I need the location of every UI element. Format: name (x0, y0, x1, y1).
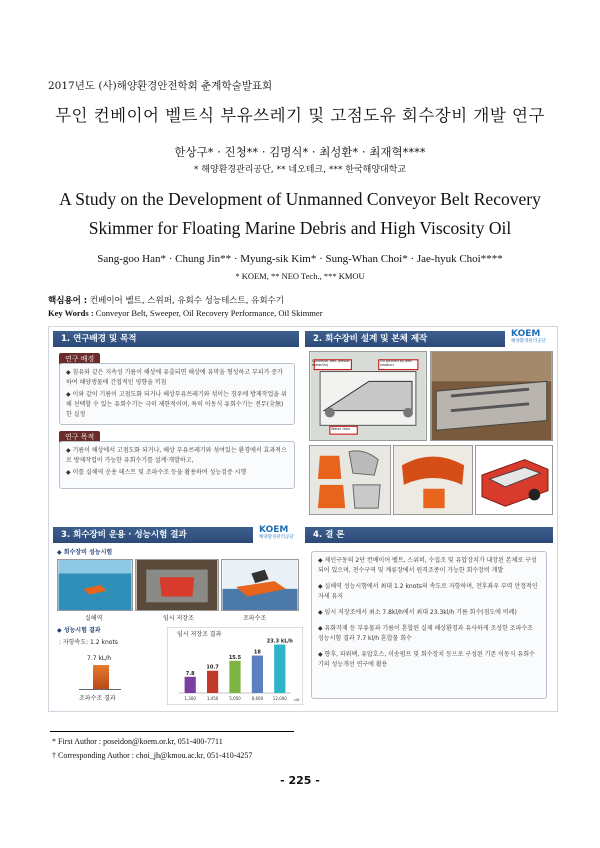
chart-title: 임시 저장조 결과 (177, 631, 222, 638)
parts-photo-2 (393, 445, 473, 515)
footnote-first-author: * First Author : poseidon@koem.or.kr, 051-400-7711 (52, 737, 223, 746)
section1-bullet2: ◆ 이와 같이 기름이 고점도화 되거나 해상부유쓰레기와 섞이는 경우에 방제작업을 위해 선택할 수 있는 유회수기는 극히 제한적이며, 특히 이동식 유회수기는 전무(全無)한 실정 (66, 391, 287, 418)
koem-logo-text: KOEM (511, 329, 541, 339)
section3-sub-results: ◆ 성능시험 결과 (57, 627, 101, 634)
caption-sea: 실해역 (85, 615, 103, 622)
conclusion-bullet4: ◆ 유화작재 등 부유물과 기름이 혼합된 실제 해상환경과 유사하게 조성한 조파수조 성능시험 결과 7.7 kl/h 혼합물 회수 (318, 625, 533, 642)
section1-bullet1: ◆ 침유와 같은 지속성 기름이 해상에 유출되면 해상에 유막을 형성하고 부피가 증가하여 해양생물에 간접적인 영향을 끼침 (66, 369, 283, 386)
chart-bar (185, 677, 196, 693)
title-english-line1: A Study on the Development of Unmanned Conveyor Belt Recovery (59, 189, 541, 209)
speed-result: : 자항속도: 1.2 knots (59, 639, 118, 646)
wave-tank-axis (79, 689, 121, 690)
conclusion-bullet3: ◆ 임시 저장조에서 최소 7.8kl/h에서 최대 23.3kl/h 기름 회수(점도에 비례) (318, 609, 517, 616)
title-korean: 무인 컨베이어 벨트식 부유쓰레기 및 고점도유 회수장비 개발 연구 (55, 106, 545, 125)
section1-sub-purpose: 연구 목적 (59, 431, 100, 443)
section1-bullet3: ◆ 기름이 해상에서 고점도화 되거나, 해상 부유쓰레기와 섞여있는 환경에서 효과적으로 방제작업이 가능한 유회수기를 설계·개발하고, (66, 447, 287, 464)
koem-logo (511, 329, 546, 344)
caption-wave-tank: 조파수조 (243, 615, 267, 622)
koem-logo-sub: 해양환경관리공단 (511, 339, 546, 344)
section4-header: 4. 결 론 (305, 527, 553, 543)
chart-value-label: 23.3 kL/h (266, 638, 293, 645)
conclusion-bullet2: ◆ 실해역 성능시험에서 최대 1.2 knots의 속도로 자항하며, 전후좌우 부력 안정적인 자세 유지 (318, 583, 538, 600)
section3-sub-test: ◆ 회수장비 성능시험 (57, 549, 113, 556)
koem-logo-2 (259, 525, 294, 540)
section1-background-box (59, 363, 295, 425)
koem-logo-text-2: KOEM (259, 525, 289, 535)
section1-header: 1. 연구배경 및 목적 (53, 331, 299, 347)
affiliations-korean: * 해양환경관리공단, ** 네오테크, *** 한국해양대학교 (193, 165, 407, 175)
chart-tick-label: 1,300 (184, 696, 196, 701)
section1-bullet4: ◆ 이를 실해역 운용 테스트 및 조파수조 등을 활용하여 성능검증 시행 (66, 469, 247, 476)
temporary-tank-photo (135, 559, 219, 611)
chart-value-label: 18 (253, 649, 261, 656)
section1-sub-background: 연구 배경 (59, 353, 100, 365)
koem-logo-sub-2: 해양환경관리공단 (259, 535, 294, 540)
chart-value-label: 7.8 (185, 670, 195, 677)
authors-korean: 한상구* · 진청** · 김명식* · 최성환* · 최재혁**** (174, 145, 426, 159)
caption-temp-tank: 임시 저장조 (163, 615, 194, 622)
authors-english: Sang-goo Han* · Chung Jin** · Myung-sik Kim* · Sung-Whan Choi* · Jae-hyuk Choi**** (97, 253, 503, 265)
poster-figure (48, 326, 558, 712)
sea-test-photo (57, 559, 133, 611)
chart-tick-label: 1,450 (206, 696, 219, 701)
chart-tick-label: 5,050 (229, 696, 241, 701)
chart-value-label: 10.7 (206, 664, 219, 671)
section3-header: 3. 회수장비 운용 · 성능시험 결과 (53, 527, 253, 543)
footnote-corresponding: † Corresponding Author : choi_jh@kmou.ac.kr, 051-410-4257 (52, 751, 253, 760)
keywords-english-label: Key Words : (48, 308, 94, 318)
chart-bar (207, 671, 218, 693)
label-oil-pushed: Oil pushed by belt rotation (380, 359, 412, 367)
conclusion-box (311, 551, 547, 699)
chart-bar (252, 656, 263, 693)
footnote-rule (50, 731, 294, 732)
title-english (40, 185, 560, 243)
conference-header: 2017년도 (사)해양환경안전학회 춘계학술발표회 (48, 80, 273, 92)
chart-tick-label: 8,600 (251, 696, 264, 701)
assembled-skimmer-photo (475, 445, 553, 515)
label-conveyor-belt: Conveyor belt (Kevlar material) (312, 359, 350, 367)
keywords-korean-label: 핵심용어 : (48, 296, 88, 306)
wave-tank-photo (221, 559, 299, 611)
chart-x-unit: cSt (294, 698, 300, 702)
affiliations-english: * KOEM, ** NEO Tech., *** KMOU (235, 271, 365, 281)
title-english-line2: Skimmer for Floating Marine Debris and High Viscosity Oil (88, 218, 512, 238)
wave-tank-bar (93, 665, 109, 689)
section1-purpose-box (59, 441, 295, 489)
label-water-hole: Water Hole (331, 427, 351, 431)
keywords-korean-text: 컨베이어 벨트, 스위퍼, 유회수 성능테스트, 유회수기 (89, 296, 284, 306)
keywords-english (48, 308, 323, 318)
chart-tick-label: 12,000 (272, 696, 287, 701)
section2-header: 2. 회수장비 설계 및 본체 제작 (305, 331, 505, 347)
chart-bar (229, 661, 240, 693)
temp-tank-chart (167, 627, 303, 705)
chart-bar (274, 645, 285, 693)
fabrication-photo (430, 351, 553, 441)
chart-value-label: 15.5 (228, 654, 242, 661)
keywords-korean (48, 294, 284, 306)
conclusion-bullet5: ◆ 향후, 파워팩, 유압호스, 이송펌프 및 회수장치 등으로 구성된 기존 이동식 유회수기의 성능개선 연구에 활용 (318, 651, 535, 668)
page-number: - 225 - (280, 774, 320, 787)
parts-photo-1 (309, 445, 391, 515)
wave-tank-label: 조파수조 결과 (79, 695, 116, 702)
wave-tank-value: 7.7 kL/h (87, 655, 112, 662)
keywords-english-text: Conveyor Belt, Sweeper, Oil Recovery Performance, Oil Skimmer (95, 308, 323, 318)
conclusion-bullet1: ◆ 제인구동의 2단 컨베이어 벨트, 스위퍼, 수집조 및 유압장치가 내장된 본체로 구성되어 있으며, 천수구역 및 계류장에서 원격조종이 가능한 회수장비 개발 (318, 557, 537, 574)
